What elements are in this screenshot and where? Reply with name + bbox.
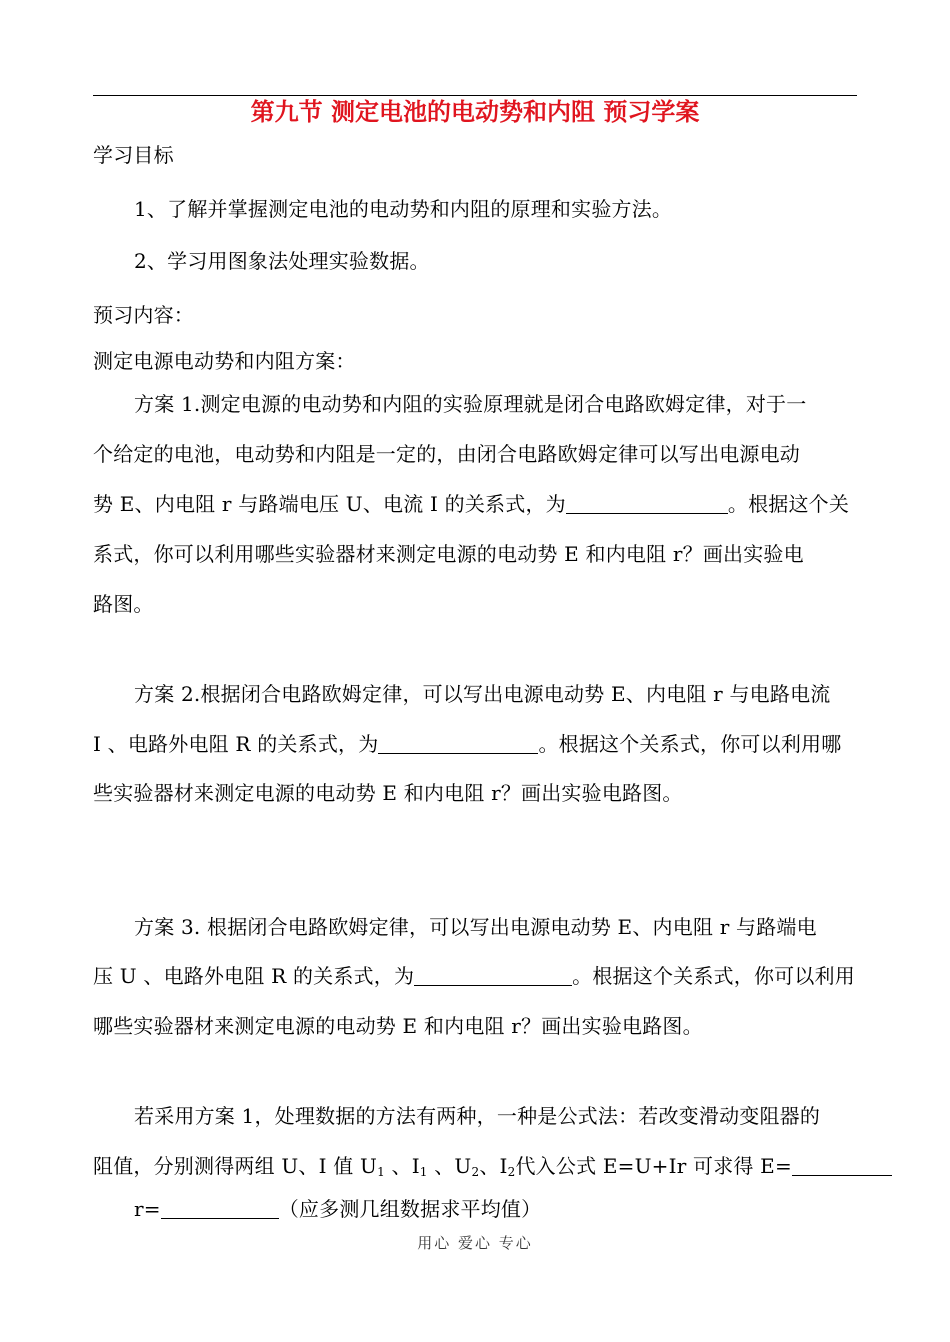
plan3-line-3: 哪些实验器材来测定电源的电动势 E 和内电阻 r？画出实验电路图。 [93,1014,703,1038]
subscript-i2: 2 [507,1165,516,1179]
goals-heading: 学习目标 [93,143,174,167]
separator-2: 、U [427,1154,472,1178]
method-note: （应多测几组数据求平均值） [278,1197,542,1221]
plan2-line-3: 些实验器材来测定电源的电动势 E 和内电阻 r？画出实验电路图。 [93,781,683,805]
plan1-line-2: 个给定的电池，电动势和内阻是一定的，由闭合电路欧姆定律可以写出电源电动 [93,442,800,466]
plan1-line-5: 路图。 [93,592,154,616]
subscript-u2: 2 [471,1165,480,1179]
goal-item-1: 1、了解并掌握测定电池的电动势和内阻的原理和实验方法。 [134,197,673,221]
emf-answer-blank[interactable] [792,1155,892,1176]
plan1-formula-blank[interactable] [566,493,728,514]
plan3-line-1: 方案 3. 根据闭合电路欧姆定律，可以写出电源电动势 E、内电阻 r 与路端电 [134,915,817,939]
plan2-line-2-tail: 。根据这个关系式，你可以利用哪 [538,732,842,756]
plan3-line-2-tail: 。根据这个关系式，你可以利用 [572,964,855,988]
plans-heading: 测定电源电动势和内阻方案： [93,349,356,373]
goal-item-2: 2、学习用图象法处理实验数据。 [134,249,430,273]
page-title: 第九节 测定电池的电动势和内阻 预习学案 [250,98,700,126]
method-line-1: 若采用方案 1，处理数据的方法有两种，一种是公式法：若改变滑动变阻器的 [134,1104,821,1128]
plan1-line-4: 系式，你可以利用哪些实验器材来测定电源的电动势 E 和内电阻 r？画出实验电 [93,542,804,566]
method-line-2-text: 阻值，分别测得两组 U、I 值 U [93,1154,378,1178]
subscript-u1: 1 [377,1165,385,1179]
r-answer-blank[interactable] [161,1198,279,1219]
plan1-line-1: 方案 1.测定电源的电动势和内阻的实验原理就是闭合电路欧姆定律，对于一 [134,392,807,416]
separator-1: 、I [384,1154,420,1178]
r-label: r= [134,1197,161,1221]
plan1-line-3 [93,490,857,518]
plan3-line-2-text: 压 U 、电路外电阻 R 的关系式，为 [93,964,415,988]
separator-3: 、I [479,1154,508,1178]
method-line-2 [93,1152,857,1180]
plan2-line-2-text: I 、电路外电阻 R 的关系式，为 [93,732,379,756]
plan1-line-3-tail: 。根据这个关 [727,492,850,516]
plan2-formula-blank[interactable] [378,733,538,754]
method-formula-text: 代入公式 E=U+Ir 可求得 E= [515,1154,792,1178]
plan2-line-2 [93,730,857,758]
header-rule [93,95,857,96]
plan3-formula-blank[interactable] [414,965,572,986]
plan3-line-2 [93,962,857,990]
subscript-i1: 1 [419,1165,428,1179]
method-line-3 [134,1195,857,1223]
preview-heading: 预习内容： [93,303,194,327]
page-footer: 用心 爱心 专心 [417,1234,533,1252]
plan1-line-3-text: 势 E、内电阻 r 与路端电压 U、电流 I 的关系式，为 [93,492,566,516]
plan2-line-1: 方案 2.根据闭合电路欧姆定律，可以写出电源电动势 E、内电阻 r 与电路电流 [134,682,831,706]
